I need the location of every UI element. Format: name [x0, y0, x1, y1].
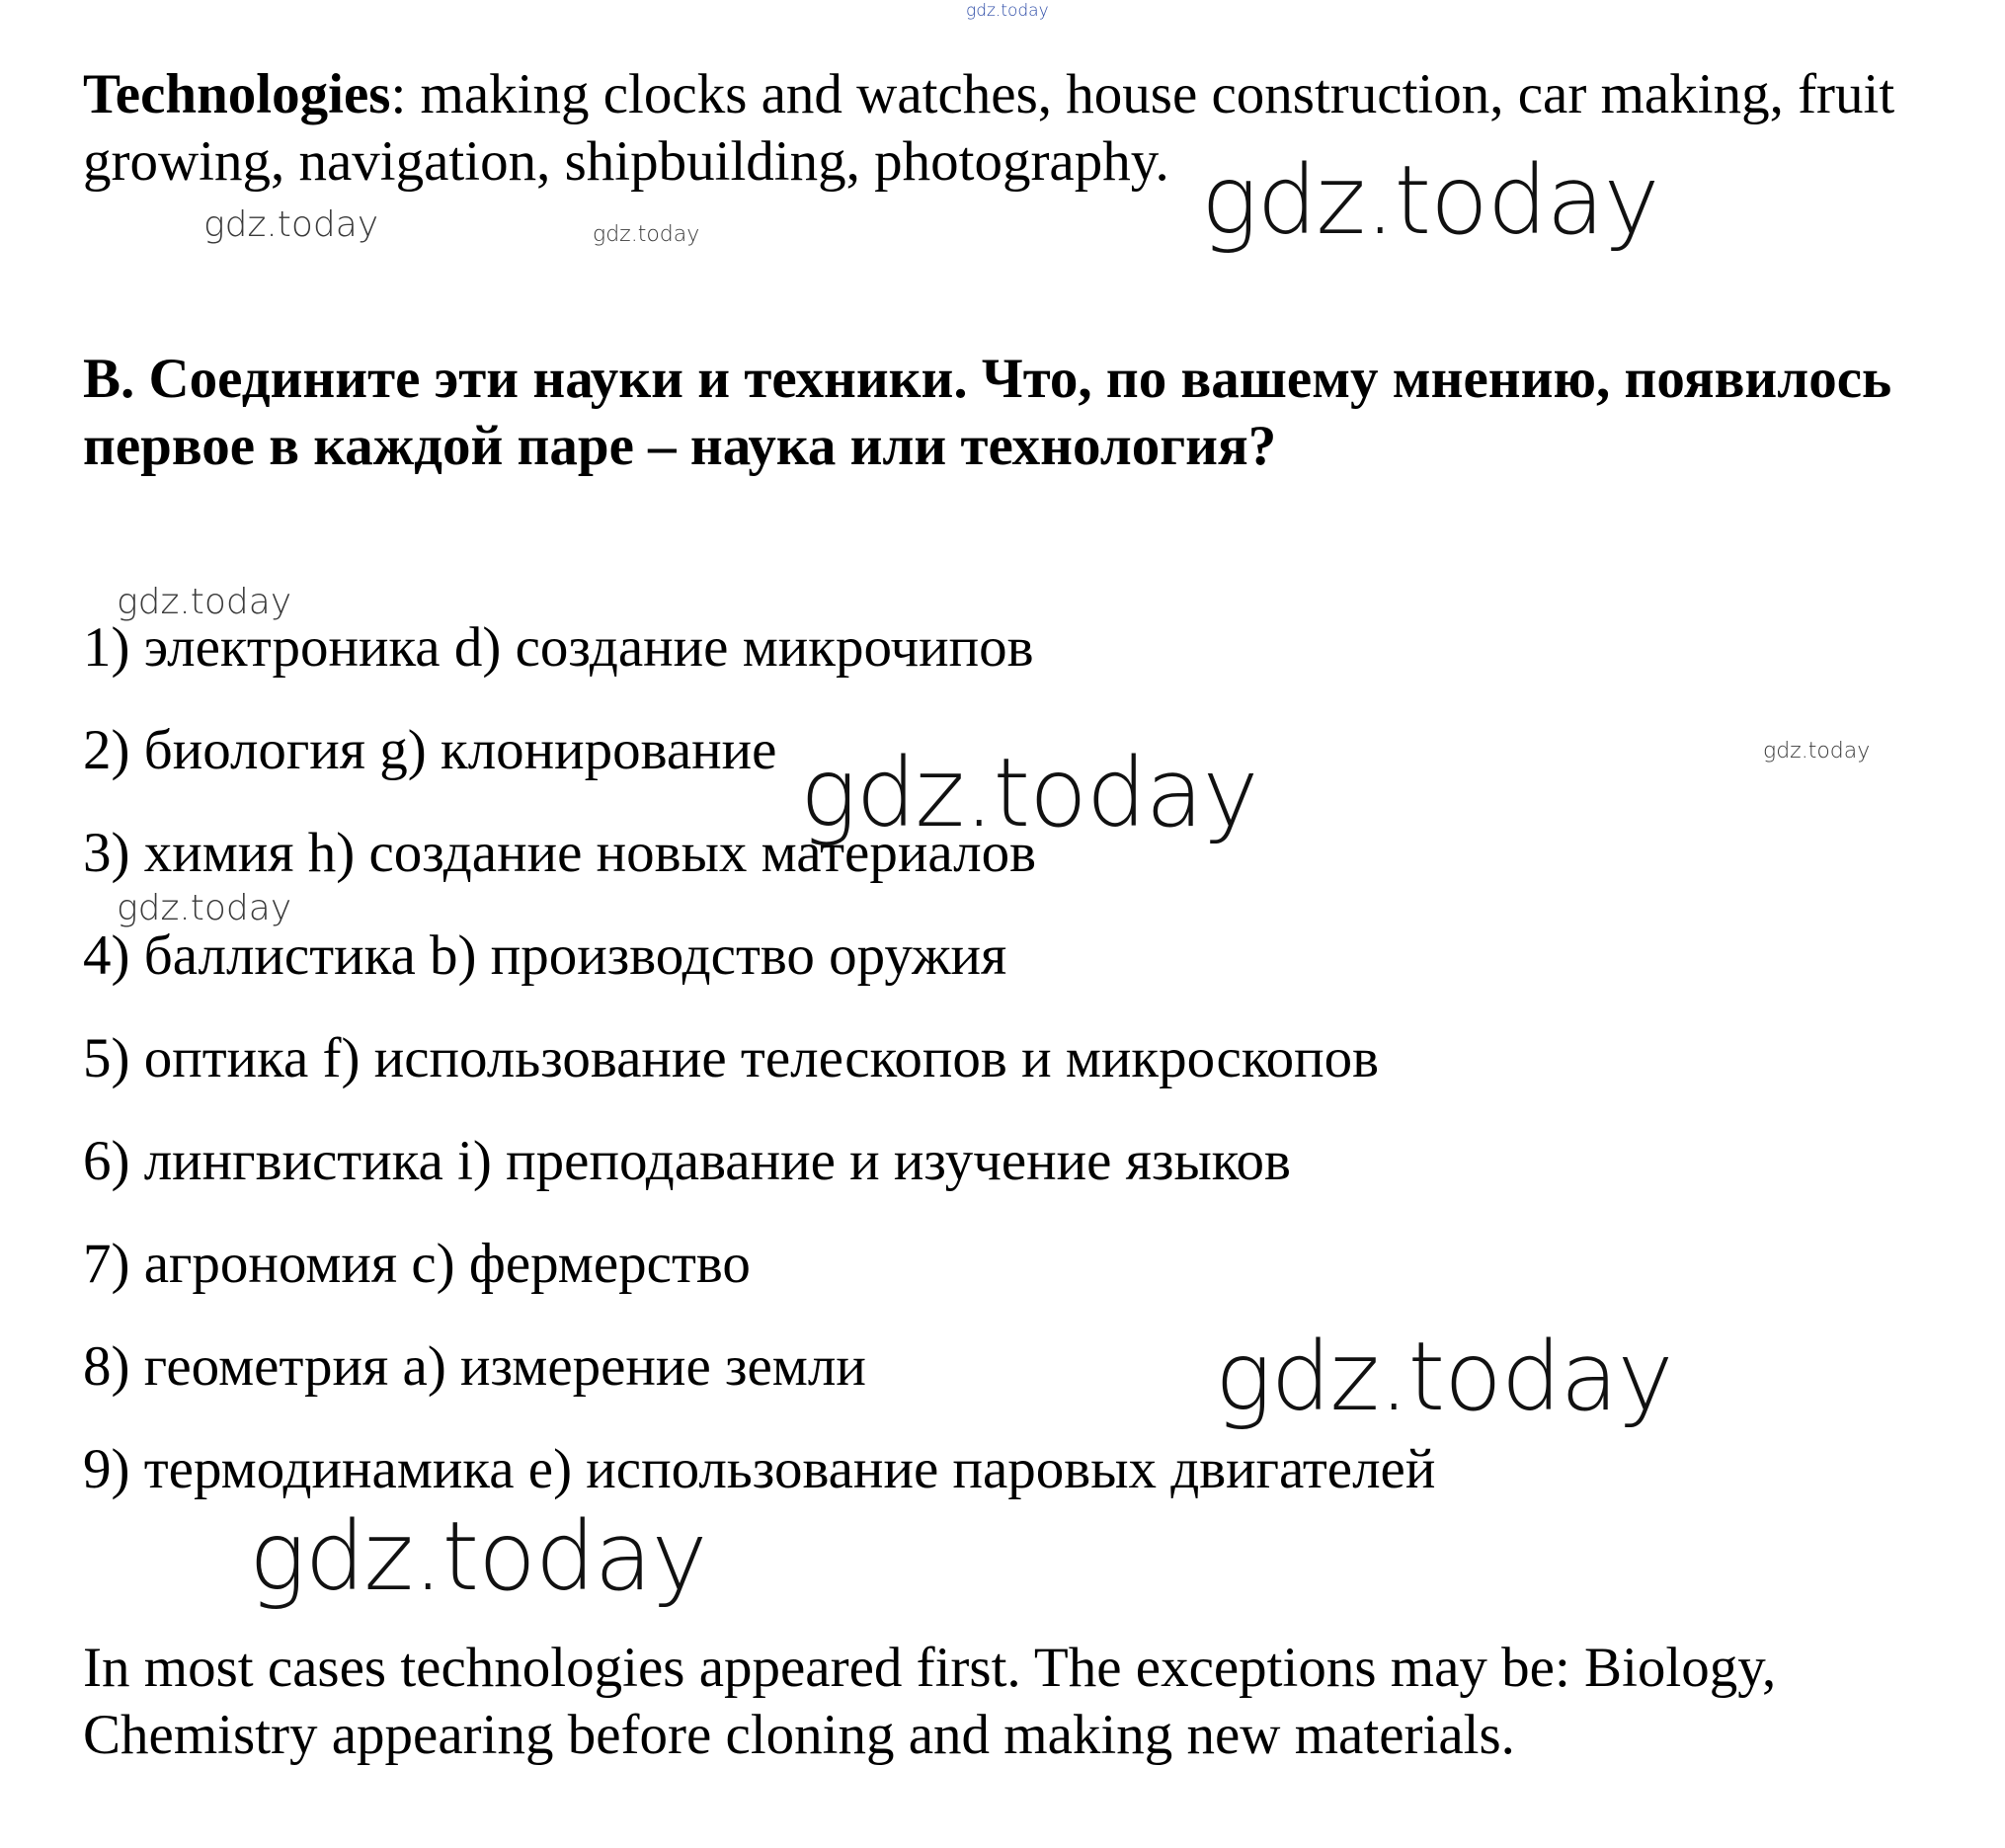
list-item: 5) оптика f) использование телескопов и микроскопов [83, 1027, 1380, 1089]
list-item: 2) биология g) клонирование [83, 719, 777, 781]
task-b-heading: B. Соедините эти науки и техники. Что, по вашему мнению, появилось первое в каждой паре – наука или технология? [83, 348, 1892, 477]
watermark-top: gdz.today [966, 1, 1049, 21]
technologies-label: Technologies [83, 63, 391, 125]
technologies-paragraph [83, 61, 1989, 196]
watermark-small: gdz.today [117, 582, 292, 622]
list-item: 6) лингвистика i) преподавание и изучение языков [83, 1130, 1291, 1192]
conclusion-paragraph: In most cases technologies appeared first. The exceptions may be: Biology, Chemistry appearing before cloning and making new materials. [83, 1637, 1777, 1766]
watermark-small: gdz.today [203, 204, 379, 245]
watermark-xsmall: gdz.today [1763, 739, 1871, 763]
list-item: 1) электроника d) создание микрочипов [83, 616, 1034, 679]
list-item: 3) химия h) создание новых материалов [83, 822, 1036, 884]
technologies-text: : making clocks and watches, house construction, car making, fruit growing, navigation, shipbuilding, photography. [83, 63, 1895, 193]
watermark-xsmall: gdz.today [593, 222, 700, 247]
list-item: 4) баллистика b) производство оружия [83, 924, 1007, 987]
list-item: 7) агрономия c) фермерство [83, 1233, 751, 1295]
watermark-large: gdz.today [1215, 1322, 1673, 1432]
watermark-large: gdz.today [800, 738, 1258, 848]
list-item: 8) геометрия a) измерение земли [83, 1335, 866, 1398]
watermark-large: gdz.today [1201, 145, 1659, 256]
watermark-small: gdz.today [117, 888, 292, 928]
list-item: 9) термодинамика e) использование паровых двигателей [83, 1438, 1436, 1500]
watermark-large: gdz.today [249, 1501, 707, 1612]
